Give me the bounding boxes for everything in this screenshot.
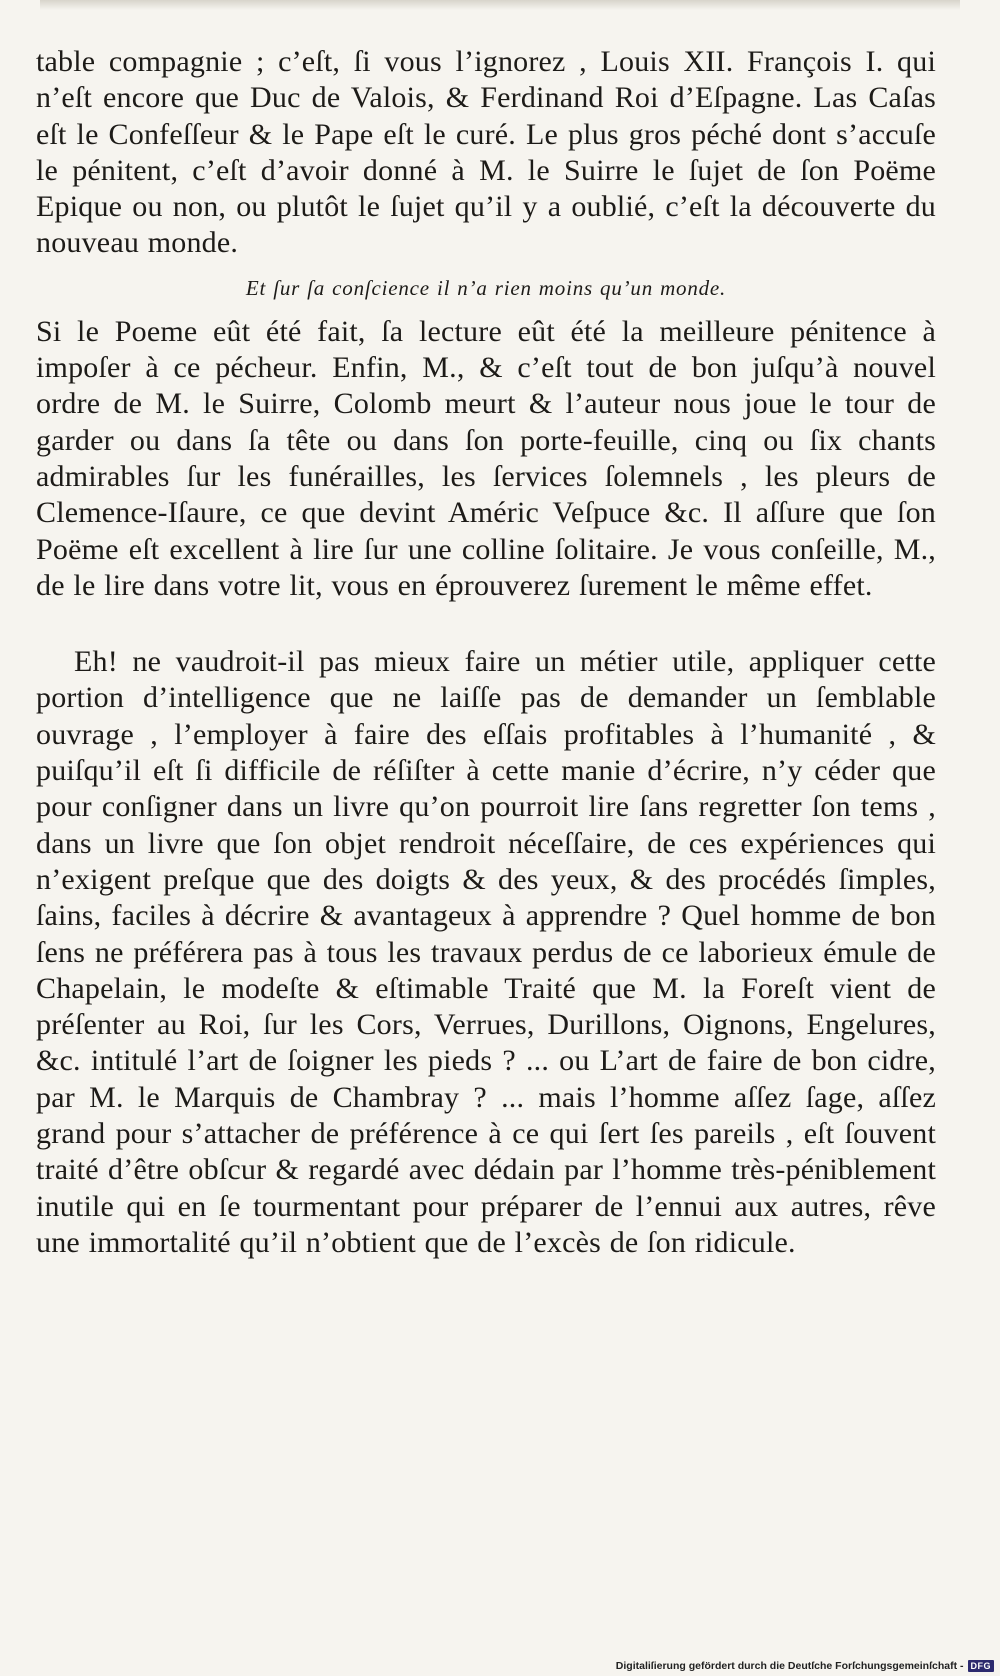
page-top-edge [40,0,960,10]
page-body [36,44,936,1261]
paragraph-3: Eh! ne vaudroit-il pas mieux faire un métier utile, appliquer cette portion d’intelligence que ne laiſſe pas de demander un ſemblable ouvrage , l’employer à faire des eſſais profitables à l’humanité , & puiſqu’il eſt ſi difficile de réſiſter à cette manie d’écrire, n’y céder que pour conſigner dans un livre qu’on pourroit lire ſans regretter ſon tems , dans un livre que ſon objet rendroit néceſſaire, de ces expériences qui n’exigent preſque que des doigts & des yeux, & des procédés ſimples, ſains, faciles à décrire & avantageux à apprendre ? Quel homme de bon ſens ne préférera pas à tous les travaux perdus de ce laborieux émule de Chapelain, le modeſte & eſtimable Traité que M. la Foreſt vient de préſenter au Roi, ſur les Cors, Verrues, Durillons, Oignons, Engelures, &c. intitulé l’art de ſoigner les pieds ? ... ou L’art de faire de bon cidre, par M. le Marquis de Chambray ? ... mais l’homme aſſez ſage, aſſez grand pour s’attacher de préférence à ce qui ſert ſes pareils , eſt ſouvent traité d’être obſcur & regardé avec dédain par l’homme très-péniblement inutile qui en ſe tourmentant pour préparer de l’ennui aux autres, rêve une immortalité qu’il n’obtient que de l’excès de ſon ridicule. [36,645,936,1259]
dfg-logo: DFG [968,1660,995,1672]
paragraph-1: table compagnie ; c’eſt, ſi vous l’ignorez , Louis XII. François I. qui n’eſt encore que Duc de Valois, & Ferdinand Roi d’Eſpagne. Las Caſas eſt le Confeſſeur & le Pape eſt le curé. Le plus gros péché dont s’accuſe le pénitent, c’eſt d’avoir donné à M. le Suirre le ſujet de ſon Poëme Epique ou non, ou plutôt le ſujet qu’il y a oublié, c’eſt la découverte du nouveau monde. [36,45,936,260]
paragraph-2: Si le Poeme eût été fait, ſa lecture eût été la meilleure pénitence à impoſer à ce pécheur. Enfin, M., & c’eſt tout de bon juſqu’à nouvel ordre de M. le Suirre, Colomb meurt & l’auteur nous joue le tour de garder ou dans ſa tête ou dans ſon porte-feuille, cinq ou ſix chants admirables ſur les funérailles, les ſervices ſolemnels , les pleurs de Clemence-Iſaure, ce que devint Améric Veſpuce &c. Il aſſure que ſon Poëme eſt excellent à lire ſur une colline ſolitaire. Je vous conſeille, M., de le lire dans votre lit, vous en éprouverez ſurement le même effet. [36,314,936,602]
digitization-credit [616,1660,994,1672]
credit-text: Digitaliſierung gefördert durch die Deutſche Forſchungsgemeinſchaft - [615,1660,964,1672]
verse-line: Et ſur ſa conſcience il n’a rien moins qu’un monde. [245,275,727,300]
